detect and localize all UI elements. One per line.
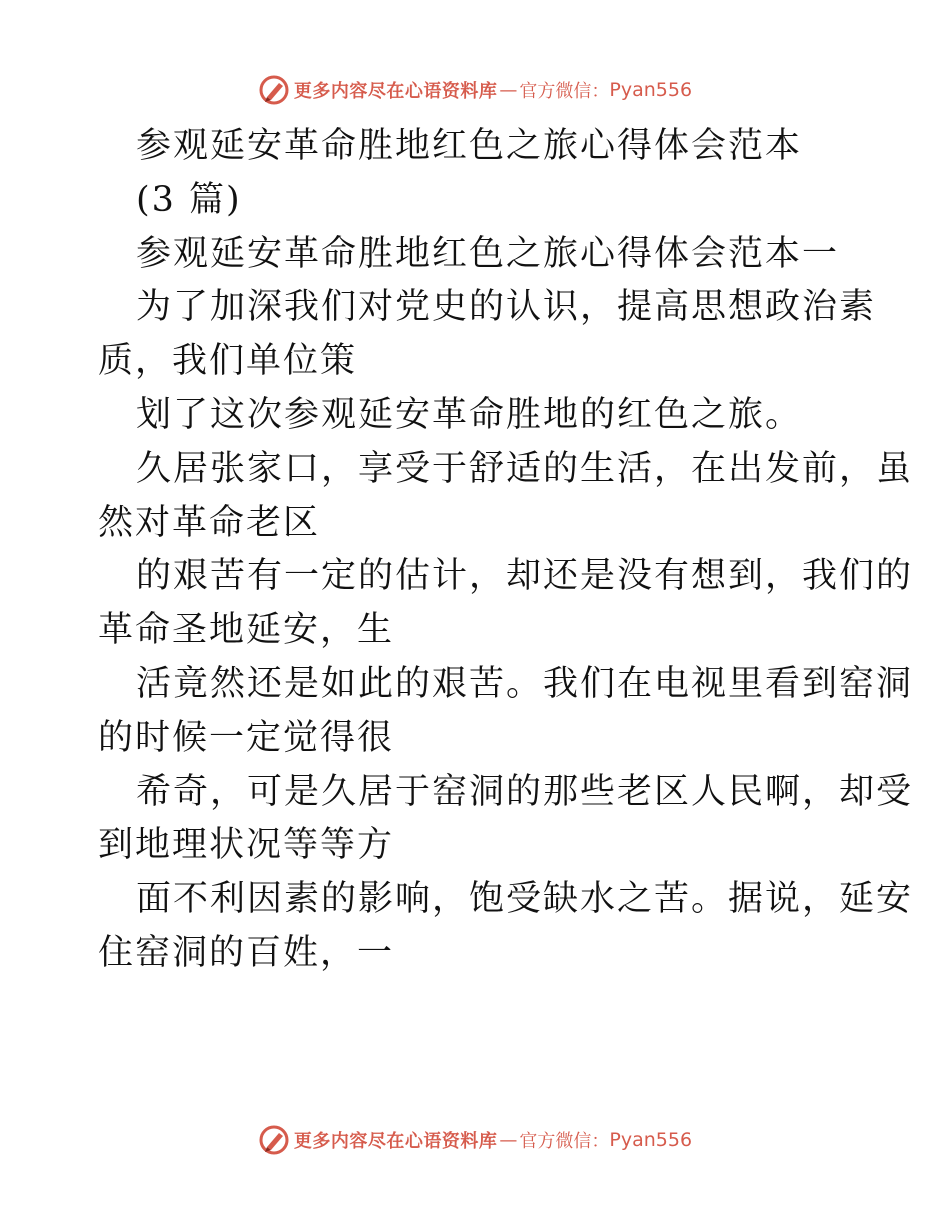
paragraph-line: 为了加深我们对党史的认识，提高思想政治素 [136, 287, 877, 328]
paragraph-line: 希奇，可是久居于窑洞的那些老区人民啊，却受 [136, 771, 914, 812]
header-banner [0, 73, 950, 107]
banner-dash: — [499, 79, 518, 101]
paragraph-line: 久居张家口，享受于舒适的生活，在出发前，虽 [136, 448, 914, 489]
banner-wechat-id: Pyan556 [609, 79, 693, 101]
document-body [98, 120, 914, 981]
section-heading: 参观延安革命胜地红色之旅心得体会范本一 [136, 233, 840, 274]
paragraph-line: 面不利因素的影响，饱受缺水之苦。据说，延安 [136, 879, 914, 920]
pen-logo-icon [258, 74, 290, 106]
banner-wechat-label: 官方微信： [519, 81, 610, 102]
banner-brand: 更多内容尽在心语资料库 [293, 1131, 498, 1152]
paragraph-line: 质，我们单位策 [98, 341, 358, 382]
paragraph-line: 活竟然还是如此的艰苦。我们在电视里看到窑洞 [136, 663, 914, 704]
paragraph-line: 然对革命老区 [98, 502, 321, 543]
paragraph-line: 的艰苦有一定的估计，却还是没有想到，我们的 [136, 556, 914, 597]
document-title: 参观延安革命胜地红色之旅心得体会范本 [136, 126, 803, 166]
paragraph-line: 革命圣地延安，生 [98, 610, 395, 651]
banner-dash: — [499, 1129, 518, 1151]
document-title-count: (3 篇) [136, 179, 242, 220]
paragraph-line: 到地理状况等等方 [98, 825, 395, 866]
paragraph-line: 划了这次参观延安革命胜地的红色之旅。 [136, 394, 803, 435]
pen-logo-icon [258, 1124, 290, 1156]
paragraph-line: 住窑洞的百姓，一 [98, 932, 395, 973]
banner-brand: 更多内容尽在心语资料库 [293, 81, 498, 102]
banner-wechat-label: 官方微信： [519, 1131, 610, 1152]
banner-wechat-id: Pyan556 [609, 1129, 693, 1151]
paragraph-line: 的时候一定觉得很 [98, 717, 395, 758]
footer-banner [0, 1123, 950, 1157]
